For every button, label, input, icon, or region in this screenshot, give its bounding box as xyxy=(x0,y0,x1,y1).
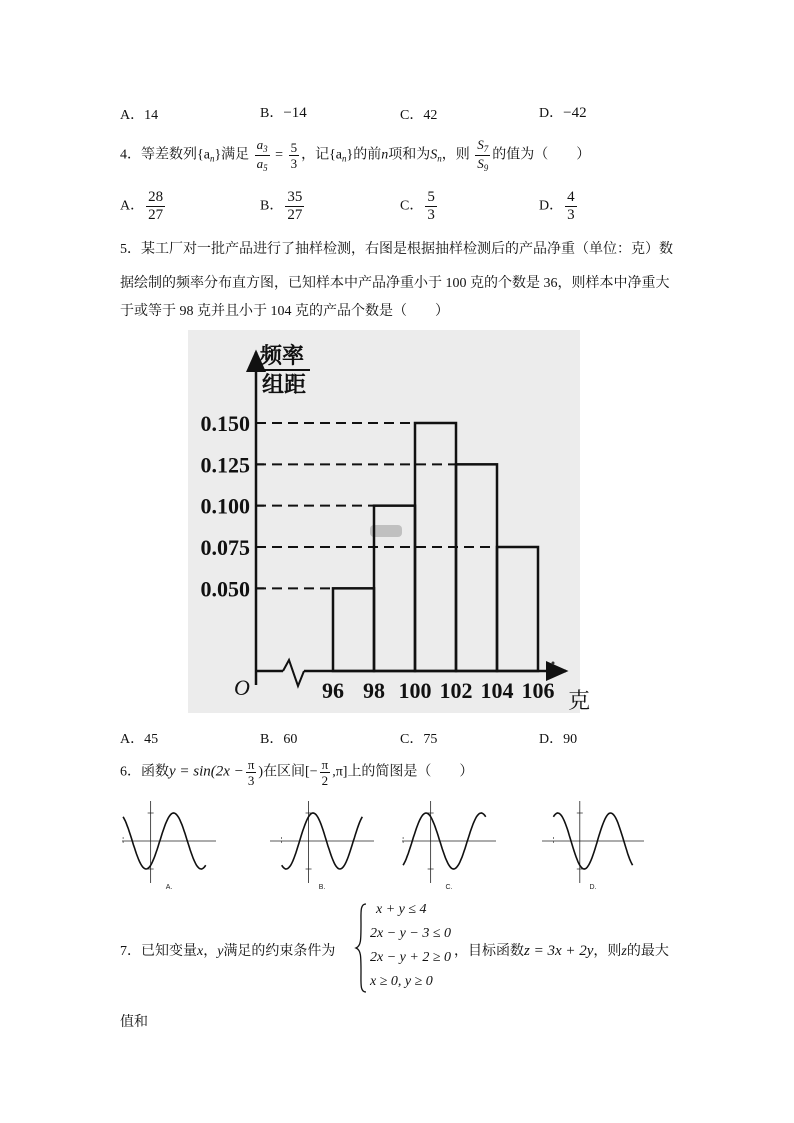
q4-rhs-fraction: $\frac{5}{3}$ xyxy=(290,140,298,171)
y-tick-label-3: 0.125 xyxy=(200,452,250,478)
q5-line-1: 5．某工厂对一批产品进行了抽样检测，右图是根据抽样检测后的产品净重（单位：克）数 xyxy=(120,242,673,257)
y-tick-label-0: 0.050 xyxy=(200,576,250,602)
y-tick-label-1: 0.075 xyxy=(200,535,250,560)
q5-option-b: B．60 xyxy=(260,732,298,747)
question-7-continuation: 值和 xyxy=(120,1015,148,1030)
frequency-histogram xyxy=(188,330,591,714)
q5-option-a: A．45 xyxy=(120,732,159,747)
left-brace xyxy=(354,902,368,994)
question-7-objective: ，目标函数z = 3x + 2y，则z的最大 xyxy=(454,943,669,959)
thumb-caption: C. xyxy=(445,884,453,891)
thumb-caption: D. xyxy=(589,884,597,891)
q5-line-3: 于或等于 98 克并且小于 104 克的产品个数是（ ） xyxy=(120,304,449,319)
q4-option-b: B． $\frac{35}{27}$ xyxy=(260,189,303,223)
x-tick-label-98: 98 xyxy=(363,678,385,703)
thumb-caption: B. xyxy=(318,884,326,891)
question-4: 4．等差数列$\{a_n\}$满足 $\frac{a_3}{a_5}$ = $\frac{5}{3}$ ，记$\{a_n\}$的前n项和为$S_n$，则 $\frac{S_7}{S_9}$ 的值为（ ） xyxy=(120,137,591,173)
bar-96-98 xyxy=(333,588,374,671)
constraint-1: x + y ≤ 4 xyxy=(376,902,427,917)
graph-option-a[interactable] xyxy=(118,797,220,892)
ylabel-bottom: 组距 xyxy=(262,373,307,398)
histogram-svg xyxy=(188,330,591,714)
x-tick-label-96: 96 xyxy=(322,678,344,703)
xlabel: 克 xyxy=(568,689,591,714)
question-7-lead: 7．已知变量x，y满足的约束条件为 xyxy=(120,944,336,959)
y-tick-label-2: 0.100 xyxy=(200,493,250,519)
q5-option-d: D．90 xyxy=(539,732,578,747)
x-tick-label-104: 104 xyxy=(480,678,514,703)
graph-option-d[interactable] xyxy=(538,797,648,892)
q4-ratio-fraction: $\frac{S_7}{S_9}$ xyxy=(477,137,489,173)
constraint-2: 2x − y − 3 ≤ 0 xyxy=(370,926,452,941)
axis-break xyxy=(283,660,304,686)
x-tick-label-102: 102 xyxy=(439,678,473,703)
q5-line-2: 据绘制的频率分布直方图，已知样本中产品净重小于 100 克的个数是 36，则样本中净重大 xyxy=(120,276,670,291)
ylabel-top: 频率 xyxy=(260,344,305,369)
q5-option-c: C．75 xyxy=(400,732,438,747)
scan-dot xyxy=(552,662,555,665)
q4-option-a: A． $\frac{28}{27}$ xyxy=(120,189,164,223)
origin-label: O xyxy=(234,675,250,700)
constraint-3: 2x − y + 2 ≥ 0 xyxy=(370,950,452,965)
x-tick-label-106: 106 xyxy=(521,678,555,703)
bar-104-106 xyxy=(497,547,538,671)
q4-prefix: 4．等差数列 xyxy=(120,147,197,163)
graph-option-b[interactable] xyxy=(266,797,378,892)
question-6: 6．函数y = sin(2x − $\frac{\pi}{3}$ )在区间[− $\frac{\pi}{2}$ ,π]上的简图是（ ） xyxy=(120,757,474,788)
q3-option-d: D．−42 xyxy=(539,105,587,121)
constraint-4: x ≥ 0, y ≥ 0 xyxy=(370,974,433,989)
y-tick-label-4: 0.150 xyxy=(200,411,250,436)
q4-option-d: D． $\frac{4}{3}$ xyxy=(539,189,575,223)
x-tick-label-100: 100 xyxy=(398,678,432,703)
q3-option-c: C．42 xyxy=(400,108,438,123)
q3-option-a: A．14 xyxy=(120,108,159,123)
q4-option-c: C． $\frac{5}{3}$ xyxy=(400,189,435,223)
graph-option-c[interactable] xyxy=(398,797,500,892)
thumb-caption: A. xyxy=(165,884,173,891)
q4-condition-fraction: $\frac{a_3}{a_5}$ xyxy=(256,137,268,173)
q3-option-b: B．−14 xyxy=(260,105,307,121)
histogram-marks xyxy=(201,411,555,703)
bar-102-104 xyxy=(456,464,497,671)
